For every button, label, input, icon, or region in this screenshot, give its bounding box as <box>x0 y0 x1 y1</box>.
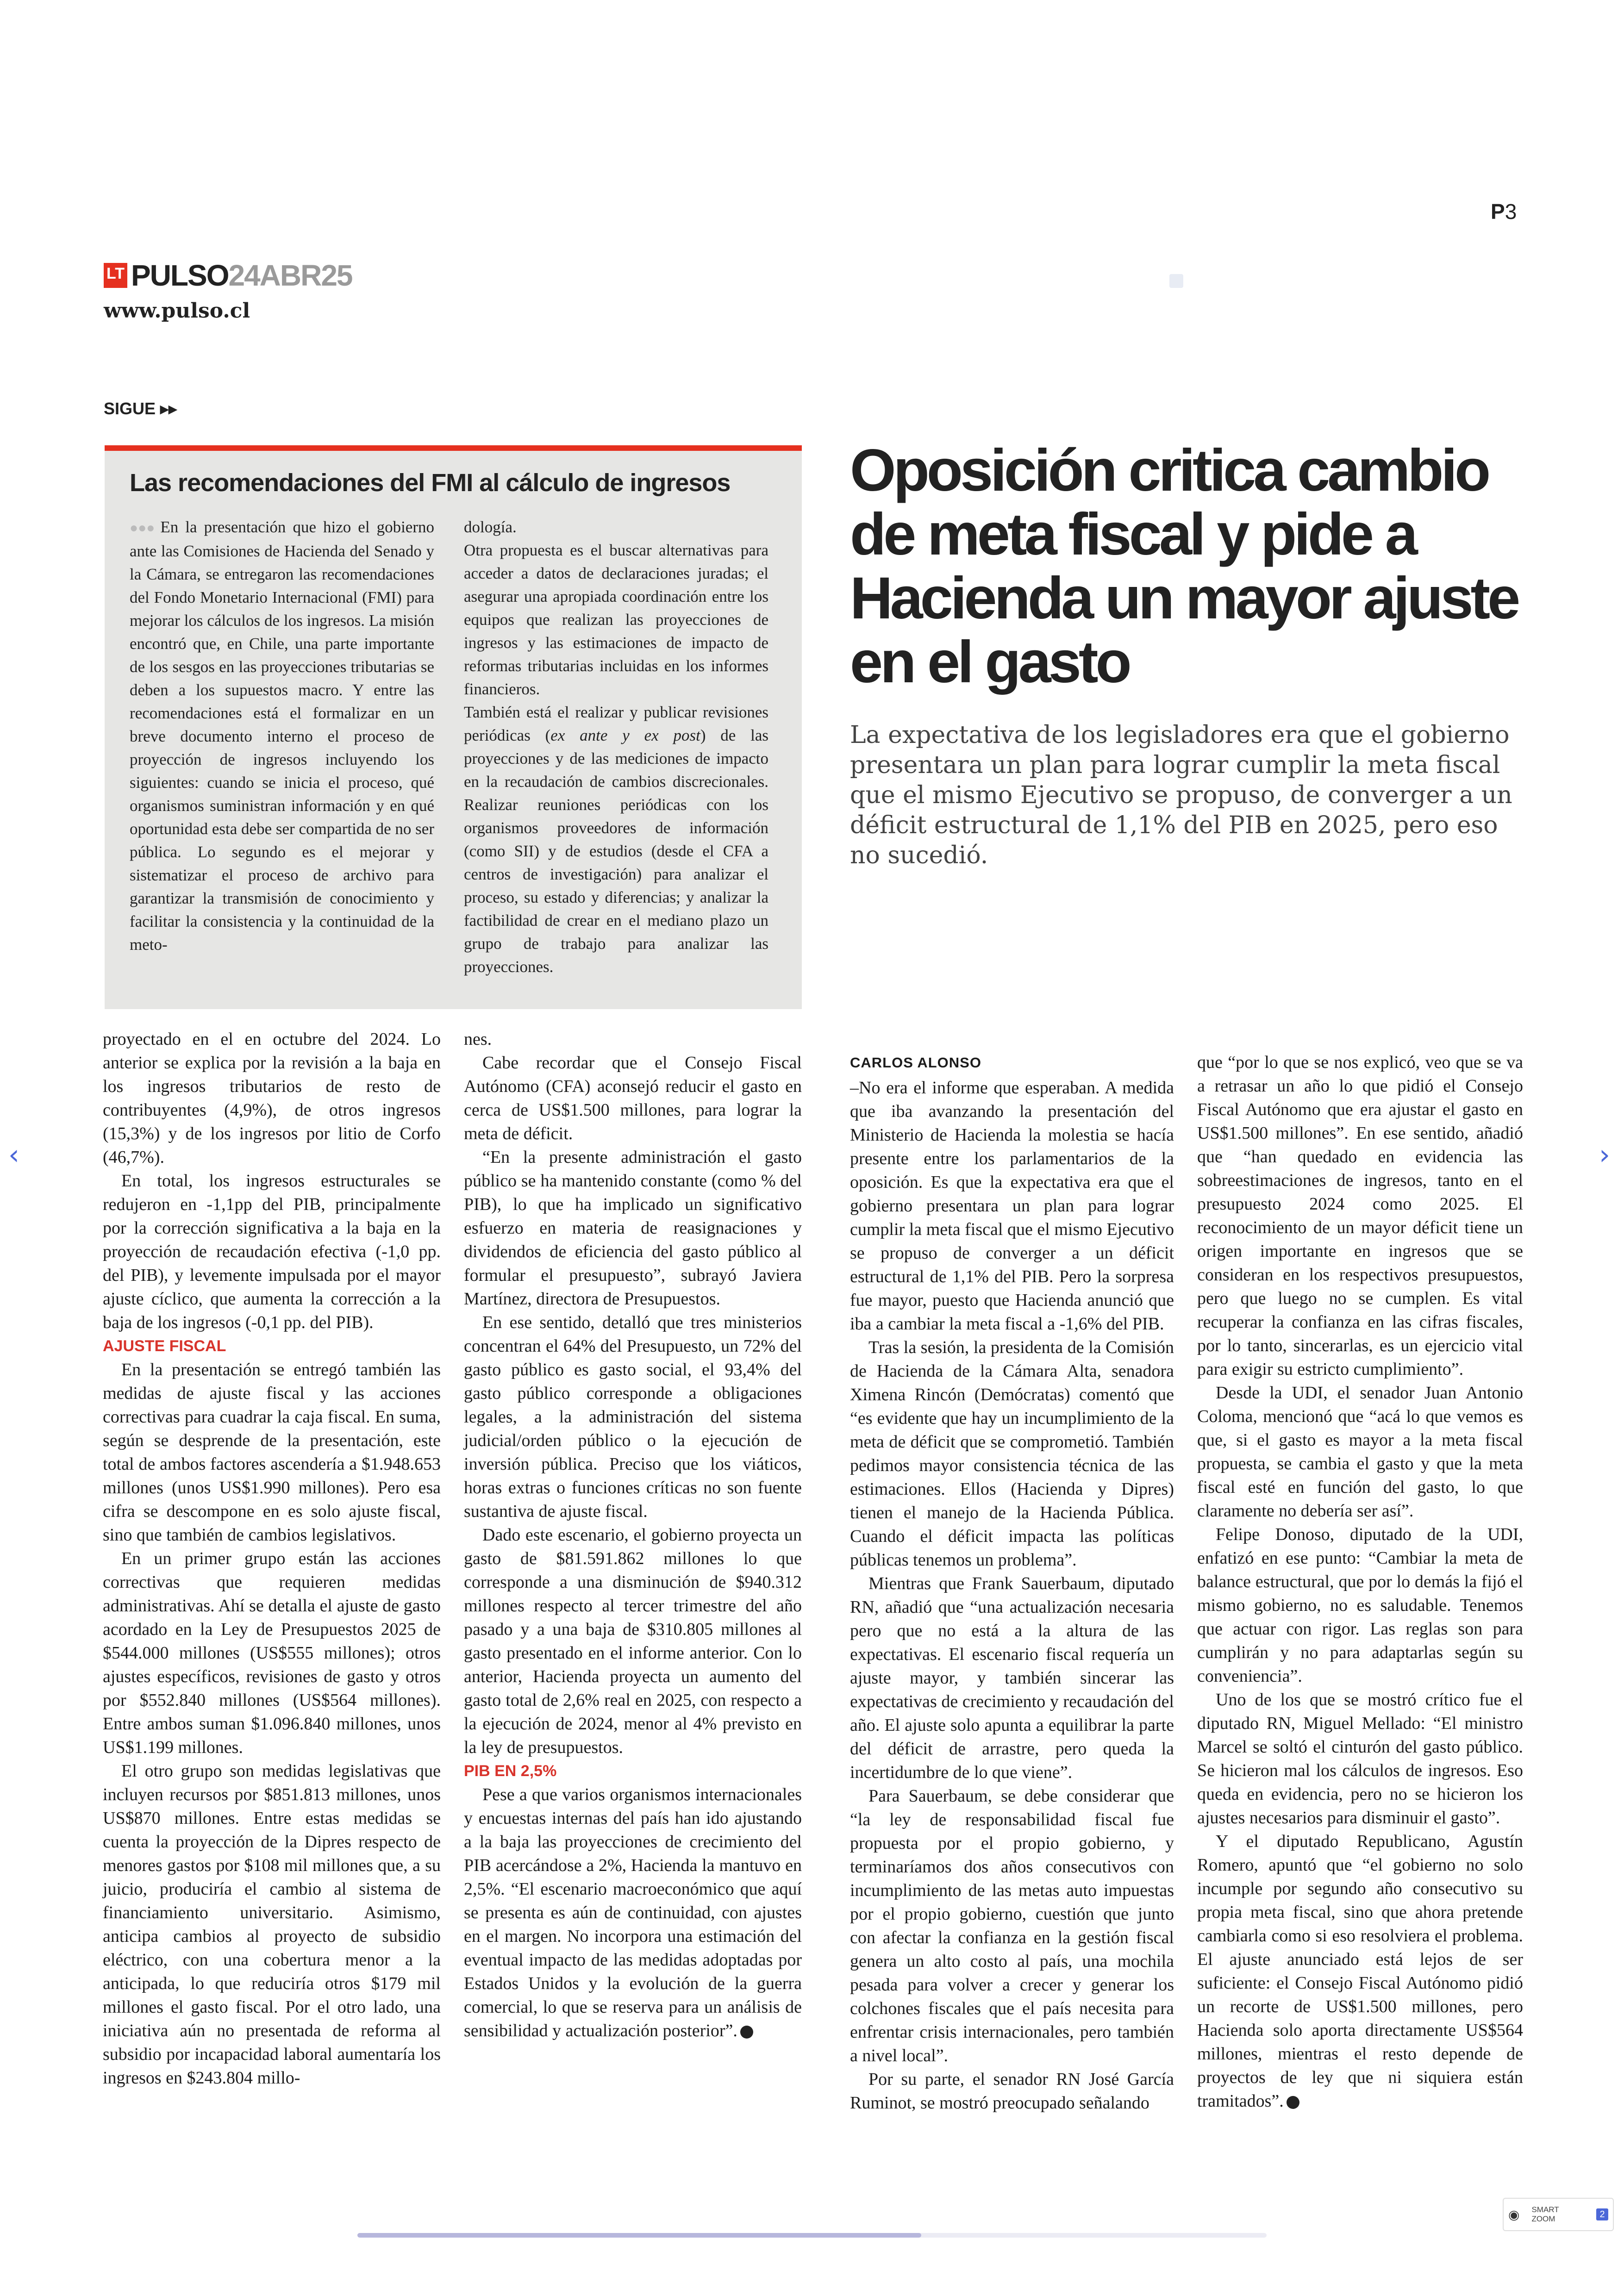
right-col1-p1: –No era el informe que esperaban. A medida que iba avanzando la presentación del Ministerio de Hacienda la molestia se hacía presente entre los parlamentarios de la oposición. Es que la expectativa era que el gobierno presentara un plan para lograr cumplir la meta fiscal que el mismo Ejecutivo se propuso de converger a un déficit estructural de 1,1% del PIB. Pero la sorpresa fue mayor, puesto que Hacienda anunció que iba a cambiar la meta fiscal a -1,6% del PIB. <box>850 1078 1174 1334</box>
page-number <box>1491 199 1517 224</box>
eye-icon: ◉ <box>1508 2207 1520 2222</box>
right-column-2 <box>1197 1051 1523 2113</box>
sidebar-column-1 <box>130 516 434 956</box>
page-number-prefix: P <box>1491 200 1505 224</box>
smart-zoom-control[interactable] <box>1503 2198 1614 2231</box>
page-progress-fill <box>357 2233 921 2238</box>
sidebar-col2-p3 <box>464 701 768 979</box>
byline: CARLOS ALONSO <box>850 1054 981 1071</box>
left-col1-p5: El otro grupo son medidas legislativas que incluyen recursos por $851.813 millones, unos US$870 millones. Entre estas medidas se cuenta la proyección de la Dipres respecto de menores gastos por $108 mil millones que, a su juicio, produciría el cambio al sistema de financiamiento universitario. Asimismo, anticipa cambios al proyecto de subsidio eléctrico, con una cobertura menor a la anticipada, lo que reduciría otros $179 mil millones el gasto fiscal. Por el otro lado, una iniciativa aún no presentada de reforma al subsidio por incapacidad laboral aumentaría los ingresos en $243.804 millo- <box>103 1761 441 2088</box>
article-deck: La expectativa de los legisladores era que el gobierno presentara un plan para lograr cumplir la meta fiscal que el mismo Ejecutivo se propuso, de converger a un déficit estructural de 1,1% del PIB en 2025, pero eso no sucedió. <box>850 721 1512 869</box>
left-col2-p6-wrap <box>464 1783 802 2043</box>
small-marker-icon <box>1169 274 1183 288</box>
chevron-left-icon: ‹ <box>8 1139 19 1171</box>
right-col1-p2: Tras la sesión, la presidenta de la Comisión de Hacienda de la Cámara Alta, senadora Ximena Rincón (Demócratas) comentó que “es evidente que hay un incumplimiento de la meta de déficit que se comprometió. También pedimos mayor consistencia técnica de las estimaciones. Ellos (Hacienda y Dipres) tienen el manejo de la Hacienda Pública. Cuando el déficit impacta las políticas públicas tenemos un problema”. <box>850 1338 1174 1570</box>
next-page-button[interactable] <box>1599 1139 1610 1171</box>
end-mark-icon <box>740 2026 753 2039</box>
sidebar-col1-text: En la presentación que hizo el gobierno ante las Comisiones de Hacienda del Senado y la Cámara, se entregaron las recomendaciones del Fondo Monetario Internacional (FMI) para mejorar los cálculos de los ingresos. La misión encontró que, en Chile, una parte importante de los sesgos en las proyecciones tributarias se deben a los supuestos macro. Y entre las recomendaciones está el formalizar en un breve documento interno el proceso de proyección de ingresos incluyendo los siguientes: cuando se inicia el proceso, qué organismos suministran información y en qué oportunidad esta debe ser compartida de no ser pública. Lo segundo es el mejorar y sistematizar el proceso de archivo para garantizar la transmisión de conocimiento y facilitar la consistencia y la continuidad de la meto- <box>130 518 434 954</box>
right-col1-p4: Para Sauerbaum, se debe considerar que “la ley de responsabilidad fiscal fue propuesta por el propio gobierno, y terminaríamos dos años consecutivos con incumplimiento de las metas auto impuestas por el propio gobierno, cuestión que junto con afectar la confianza en la gestión fiscal genera un alto costo al país, una mochila pesada para volver a crecer y generar los colchones fiscales que el país necesita para enfrentar crisis internacionales, pero también a nivel local”. <box>850 1786 1174 2065</box>
right-column-1 <box>850 1051 1174 2115</box>
right-col2-p5: Y el diputado Republicano, Agustín Romero, apuntó que “el gobierno no solo incumple por segundo año consecutivo su propia meta fiscal, sino que ahora pretende cambiarla como si eso resolviera el problema. El ajuste anunciado está lejos de ser suficiente: el Consejo Fiscal Autónomo pidió un recorte de US$1.500 millones, pero Hacienda solo aporta directamente US$564 millones, mientras el resto depende de proyectos de ley que ni siquiera están tramitados”. <box>1197 1832 1523 2111</box>
left-col2-p2: Cabe recordar que el Consejo Fiscal Autónomo (CFA) aconsejó reducir el gasto en cerca de US$1.500 millones, para lograr la meta de déficit. <box>464 1053 802 1143</box>
sidebar-col2-p2: Otra propuesta es el buscar alternativas para acceder a datos de declaraciones juradas; el asegurar una apropiada coordinación entre los equipos que realizan las proyecciones de ingresos y las estimaciones de impacto de reformas tributarias incluidas en los informes financieros. <box>464 541 768 698</box>
fmi-sidebar <box>105 445 802 1009</box>
sidebar-col2-p3a: También está el realizar y publicar revisiones periódicas ( <box>464 703 768 744</box>
right-col2-p2: Desde la UDI, el senador Juan Antonio Coloma, mencionó que “acá lo que vemos es que, si el gasto es mayor a la meta fiscal propuesta, se cambia el gasto y que la meta fiscal esté en función del gasto, lo que claramente no debería ser así”. <box>1197 1383 1523 1521</box>
sidebar-title: Las recomendaciones del FMI al cálculo de ingresos <box>130 469 731 497</box>
page-number-digit: 3 <box>1505 200 1517 224</box>
sidebar-col2-p3-italic: ex ante y ex post <box>550 726 700 744</box>
left-column-1 <box>103 1028 441 2090</box>
left-col1-p1: proyectado en el en octubre del 2024. Lo anterior se explica por la revisión a la baja en los ingresos tributarios de resto de contribuyentes (4,9%), de otros ingresos (15,3%) y de los ingresos por litio de Corfo (46,7%). <box>103 1029 441 1167</box>
chevron-right-icon: › <box>1599 1139 1610 1171</box>
left-col2-p1: nes. <box>464 1029 492 1049</box>
page-progress-track[interactable] <box>357 2233 1267 2238</box>
smart-zoom-label-1: SMART <box>1531 2205 1559 2214</box>
smart-zoom-label-2: ZOOM <box>1531 2214 1555 2223</box>
left-col2-p5: Dado este escenario, el gobierno proyecta un gasto de $81.591.862 millones lo que corresponde a una disminución de $940.312 millones respecto al tercer trimestre del año pasado y a una baja de $310.805 millones al gasto presentado en el informe anterior. Con lo anterior, Hacienda proyecta un aumento del gasto total de 2,6% real en 2025, con respecto a la ejecución de 2024, menor al 4% previsto en la ley de presupuestos. <box>464 1525 802 1757</box>
subhead-ajuste-fiscal: AJUSTE FISCAL <box>103 1337 226 1355</box>
sidebar-col2-p3b: ) de las proyecciones y de las mediciones de impacto en la recaudación de cambios discrecionales. Realizar reuniones periódicas con los organismos proveedores de información (como SII) y de estudios (desde el CFA a centros de investigación) para analizar el proceso, su estado y diferencias; y analizar la factibilidad de crear en el mediano plazo un grupo de trabajo para analizar las proyecciones. <box>464 726 768 976</box>
end-mark-icon <box>1287 2096 1299 2109</box>
brand-block <box>104 259 352 292</box>
left-col2-p3: “En la presente administración el gasto público se ha mantenido constante (como % del PIB), lo que ha implicado un significativo esfuerzo en materia de reasignaciones y dividendos de eficiencia del gasto público al formular el presupuesto”, subrayó Javiera Martínez, directora de Presupuestos. <box>464 1148 802 1309</box>
article-headline: Oposición critica cambio de meta fiscal y pide a Hacienda un mayor ajuste en el gasto <box>850 437 1518 695</box>
left-col2-p6: Pese a que varios organismos internacionales y encuestas internas del país han ido ajustando a la baja las proyecciones de crecimiento del PIB acercándose a 2%, Hacienda la mantuvo en 2,5%. “El escenario macroeconómico que aquí se presenta es aún de continuidad, con ajustes en el margen. No incorpora una estimación del eventual impacto de las medidas adoptadas por Estados Unidos y la evolución de la guerra comercial, lo que se reserva para un análisis de sensibilidad y actualización posterior”. <box>464 1785 802 2040</box>
smart-zoom-badge: 2 <box>1596 2208 1608 2220</box>
right-col2-p4: Uno de los que se mostró crítico fue el diputado RN, Miguel Mellado: “El ministro Marcel se soltó el cinturón del gasto público. Se hicieron mal los cálculos de ingresos. Eso queda en evidencia, pero no se hicieron los ajustes necesarios para disminuir el gasto”. <box>1197 1690 1523 1827</box>
lt-logo: LT <box>104 263 127 288</box>
prev-page-button[interactable] <box>8 1139 19 1171</box>
sigue-label: SIGUE ▸▸ <box>104 399 177 418</box>
sidebar-column-2 <box>464 516 768 979</box>
left-col1-p4: En un primer grupo están las acciones correctivas que requieren medidas administrativas. Ahí se detalla el ajuste de gasto acordado en la Ley de Presupuestos 2025 de $544.000 millones (US$555 millones); otros ajustes específicos, revisiones de gasto y otros por $552.840 millones (US$564 millones). Entre ambos suman $1.096.840 millones, unos US$1.199 millones. <box>103 1549 441 1757</box>
right-col2-p3: Felipe Donoso, diputado de la UDI, enfatizó en ese punto: “Cambiar la meta de balance estructural, que por lo demás la fijó el mismo gobierno, no es saludable. Tenemos que actuar con rigor. Las reglas son para cumplirán y no para adaptarlas según su conveniencia”. <box>1197 1525 1523 1686</box>
sidebar-col2-p1: dología. <box>464 518 517 536</box>
right-col1-p3: Mientras que Frank Sauerbaum, diputado RN, añadió que “una actualización necesaria pero que no está a la altura de las expectativas. El escenario fiscal requería un ajuste mayor, y también sincerar las expectativas de crecimiento y recaudación del año. El ajuste solo apunta a equilibrar la parte del déficit de arrastre, pero queda la incertidumbre de lo que viene”. <box>850 1574 1174 1782</box>
brand-name: PULSO <box>131 259 229 292</box>
subhead-pib: PIB EN 2,5% <box>464 1762 557 1780</box>
left-col1-p2: En total, los ingresos estructurales se redujeron en -1,1pp del PIB, principalmente por la corrección significativa a la baja en la proyección de recaudación efectiva (-1,0 pp. del PIB), y levemente impulsada por el mayor ajuste cíclico, que aumenta la corrección a la baja de los ingresos (-0,1 pp. del PIB). <box>103 1171 441 1332</box>
right-col2-p5-wrap <box>1197 1830 1523 2113</box>
right-col1-p5: Por su parte, el senador RN José García Ruminot, se mostró preocupado señalando <box>850 2070 1174 2113</box>
right-col2-p1: que “por lo que se nos explicó, veo que se va a retrasar un año lo que pidió el Consejo Fiscal Autónomo que era ajustar el gasto en US$1.500 millones”. En ese sentido, añadió que “han quedado en evidencia las sobreestimaciones de ingresos, tanto en el presupuesto 2024 como 2025. El reconocimiento de un mayor déficit tiene un origen importante en ingresos que se consideran en los respectivos presupuestos, pero que luego no se cumplen. Es vital recuperar la confianza en las cifras fiscales, por lo tanto, sincerarlas, es un ejercicio vital para exigir su estricto cumplimiento”. <box>1197 1053 1523 1379</box>
left-col1-p3: En la presentación se entregó también las medidas de ajuste fiscal y las acciones correctivas para cuadrar la caja fiscal. En suma, según se desprende de la presentación, este total de ambos factores ascendería a $1.948.653 millones (unos US$1.990 millones). Pero esa cifra se descompone en es solo ajuste fiscal, sino que también de cambios legislativos. <box>103 1360 441 1545</box>
left-column-2 <box>464 1028 802 2043</box>
site-url[interactable]: www.pulso.cl <box>104 299 250 323</box>
dots-icon: ●●● <box>130 520 155 536</box>
smart-zoom-label <box>1531 2205 1596 2224</box>
issue-date: 24ABR25 <box>228 259 352 292</box>
left-col2-p4: En ese sentido, detalló que tres ministerios concentran el 64% del Presupuesto, un 72% del gasto público es gasto social, el 93,4% del gasto público corresponde a obligaciones legales, a la administración del sistema judicial/orden público o la ejecución de inversión pública. Preciso que los viáticos, horas extras o funciones críticas no son fuente sustantiva de ajuste fiscal. <box>464 1313 802 1521</box>
